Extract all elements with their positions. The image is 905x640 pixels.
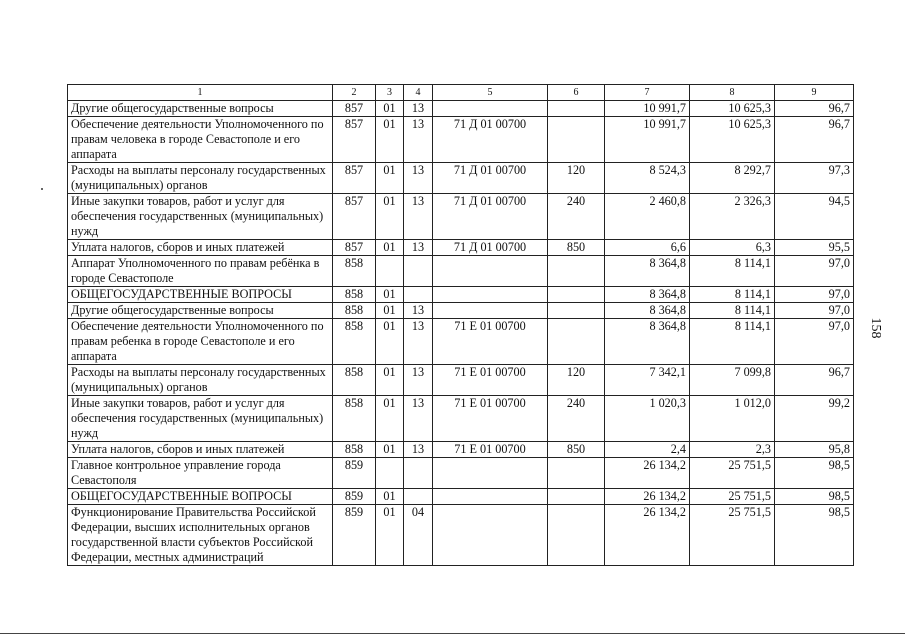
table-row — [68, 396, 854, 442]
cell-planned: 10 991,7 — [605, 101, 690, 117]
cell-percent: 97,3 — [775, 163, 854, 194]
cell-executed: 1 012,0 — [690, 396, 775, 442]
cell-expense-type: 240 — [548, 396, 605, 442]
table-row — [68, 365, 854, 396]
table-row — [68, 489, 854, 505]
cell-section: 01 — [376, 240, 404, 256]
cell-section: 01 — [376, 194, 404, 240]
cell-ministry-code: 858 — [333, 287, 376, 303]
cell-planned: 2,4 — [605, 442, 690, 458]
cell-name: Функционирование Правительства Российской Федерации, высших исполнительных органов государственной власти субъектов Российской Федерации, местных администраций — [68, 505, 333, 566]
cell-section: 01 — [376, 365, 404, 396]
cell-name: Уплата налогов, сборов и иных платежей — [68, 240, 333, 256]
cell-percent: 96,7 — [775, 365, 854, 396]
cell-name: Расходы на выплаты персоналу государственных (муниципальных) органов — [68, 365, 333, 396]
cell-section: 01 — [376, 163, 404, 194]
cell-target-article: 71 Д 01 00700 — [433, 117, 548, 163]
cell-executed: 10 625,3 — [690, 117, 775, 163]
table-row — [68, 319, 854, 365]
cell-ministry-code: 859 — [333, 505, 376, 566]
cell-expense-type: 120 — [548, 163, 605, 194]
table-row — [68, 101, 854, 117]
cell-planned: 8 364,8 — [605, 319, 690, 365]
cell-expense-type — [548, 117, 605, 163]
cell-subsection: 13 — [404, 240, 433, 256]
cell-executed: 10 625,3 — [690, 101, 775, 117]
cell-percent: 97,0 — [775, 319, 854, 365]
cell-percent: 97,0 — [775, 256, 854, 287]
cell-executed: 8 114,1 — [690, 256, 775, 287]
cell-executed: 8 292,7 — [690, 163, 775, 194]
cell-planned: 10 991,7 — [605, 117, 690, 163]
cell-target-article — [433, 489, 548, 505]
cell-planned: 8 364,8 — [605, 303, 690, 319]
cell-ministry-code: 858 — [333, 396, 376, 442]
table-row — [68, 256, 854, 287]
header-cell: 7 — [605, 85, 690, 101]
cell-section — [376, 256, 404, 287]
cell-percent: 96,7 — [775, 117, 854, 163]
header-cell: 4 — [404, 85, 433, 101]
cell-planned: 2 460,8 — [605, 194, 690, 240]
cell-section: 01 — [376, 101, 404, 117]
table-body — [68, 85, 854, 566]
cell-target-article: 71 Д 01 00700 — [433, 163, 548, 194]
scan-edge-line — [0, 633, 905, 634]
cell-planned: 8 524,3 — [605, 163, 690, 194]
cell-subsection: 13 — [404, 194, 433, 240]
cell-ministry-code: 858 — [333, 319, 376, 365]
cell-section: 01 — [376, 117, 404, 163]
cell-name: Другие общегосударственные вопросы — [68, 101, 333, 117]
cell-ministry-code: 857 — [333, 194, 376, 240]
cell-subsection: 13 — [404, 163, 433, 194]
cell-percent: 96,7 — [775, 101, 854, 117]
cell-percent: 98,5 — [775, 505, 854, 566]
cell-subsection: 04 — [404, 505, 433, 566]
cell-name: Иные закупки товаров, работ и услуг для обеспечения государственных (муниципальных) нужд — [68, 396, 333, 442]
cell-ministry-code: 857 — [333, 101, 376, 117]
header-cell: 6 — [548, 85, 605, 101]
page-number: 158 — [868, 317, 883, 339]
cell-section: 01 — [376, 505, 404, 566]
cell-target-article: 71 Е 01 00700 — [433, 319, 548, 365]
cell-expense-type: 850 — [548, 240, 605, 256]
cell-percent: 95,5 — [775, 240, 854, 256]
cell-planned: 1 020,3 — [605, 396, 690, 442]
cell-subsection — [404, 287, 433, 303]
table-row — [68, 240, 854, 256]
cell-planned: 26 134,2 — [605, 458, 690, 489]
cell-ministry-code: 858 — [333, 442, 376, 458]
cell-ministry-code: 859 — [333, 458, 376, 489]
cell-subsection: 13 — [404, 117, 433, 163]
cell-executed: 7 099,8 — [690, 365, 775, 396]
cell-executed: 6,3 — [690, 240, 775, 256]
header-cell: 1 — [68, 85, 333, 101]
cell-percent: 94,5 — [775, 194, 854, 240]
cell-executed: 2 326,3 — [690, 194, 775, 240]
cell-name: Другие общегосударственные вопросы — [68, 303, 333, 319]
cell-name: Иные закупки товаров, работ и услуг для обеспечения государственных (муниципальных) нужд — [68, 194, 333, 240]
header-cell: 8 — [690, 85, 775, 101]
cell-ministry-code: 858 — [333, 303, 376, 319]
cell-ministry-code: 857 — [333, 117, 376, 163]
cell-expense-type — [548, 101, 605, 117]
cell-ministry-code: 857 — [333, 240, 376, 256]
cell-target-article — [433, 101, 548, 117]
cell-subsection — [404, 489, 433, 505]
cell-expense-type — [548, 303, 605, 319]
cell-subsection: 13 — [404, 365, 433, 396]
cell-planned: 7 342,1 — [605, 365, 690, 396]
cell-expense-type — [548, 319, 605, 365]
cell-target-article — [433, 256, 548, 287]
cell-executed: 25 751,5 — [690, 458, 775, 489]
cell-name: Обеспечение деятельности Уполномоченного по правам человека в городе Севастополе и его аппарата — [68, 117, 333, 163]
cell-ministry-code: 859 — [333, 489, 376, 505]
cell-name: ОБЩЕГОСУДАРСТВЕННЫЕ ВОПРОСЫ — [68, 287, 333, 303]
cell-target-article — [433, 458, 548, 489]
cell-ministry-code: 858 — [333, 256, 376, 287]
cell-name: Расходы на выплаты персоналу государственных (муниципальных) органов — [68, 163, 333, 194]
table-row — [68, 458, 854, 489]
cell-target-article — [433, 505, 548, 566]
cell-executed: 2,3 — [690, 442, 775, 458]
table-row — [68, 194, 854, 240]
cell-section: 01 — [376, 489, 404, 505]
scan-speck — [41, 188, 43, 190]
cell-subsection: 13 — [404, 303, 433, 319]
cell-subsection — [404, 256, 433, 287]
cell-planned: 26 134,2 — [605, 505, 690, 566]
cell-target-article: 71 Е 01 00700 — [433, 365, 548, 396]
cell-executed: 8 114,1 — [690, 303, 775, 319]
cell-planned: 26 134,2 — [605, 489, 690, 505]
header-cell: 9 — [775, 85, 854, 101]
cell-planned: 8 364,8 — [605, 256, 690, 287]
cell-expense-type — [548, 489, 605, 505]
cell-target-article: 71 Е 01 00700 — [433, 442, 548, 458]
cell-target-article: 71 Д 01 00700 — [433, 194, 548, 240]
cell-expense-type — [548, 505, 605, 566]
cell-subsection — [404, 458, 433, 489]
cell-expense-type: 120 — [548, 365, 605, 396]
cell-target-article: 71 Е 01 00700 — [433, 396, 548, 442]
cell-expense-type — [548, 287, 605, 303]
table-row — [68, 442, 854, 458]
cell-planned: 8 364,8 — [605, 287, 690, 303]
cell-section — [376, 458, 404, 489]
cell-expense-type: 850 — [548, 442, 605, 458]
header-cell: 2 — [333, 85, 376, 101]
cell-planned: 6,6 — [605, 240, 690, 256]
cell-target-article: 71 Д 01 00700 — [433, 240, 548, 256]
cell-ministry-code: 857 — [333, 163, 376, 194]
cell-section: 01 — [376, 442, 404, 458]
cell-name: Обеспечение деятельности Уполномоченного по правам ребенка в городе Севастополе и его аппарата — [68, 319, 333, 365]
table-row — [68, 303, 854, 319]
cell-name: Аппарат Уполномоченного по правам ребёнка в городе Севастополе — [68, 256, 333, 287]
cell-target-article — [433, 303, 548, 319]
header-cell: 3 — [376, 85, 404, 101]
cell-executed: 25 751,5 — [690, 505, 775, 566]
table-row — [68, 163, 854, 194]
cell-executed: 8 114,1 — [690, 287, 775, 303]
cell-subsection: 13 — [404, 319, 433, 365]
cell-section: 01 — [376, 303, 404, 319]
cell-ministry-code: 858 — [333, 365, 376, 396]
cell-name: ОБЩЕГОСУДАРСТВЕННЫЕ ВОПРОСЫ — [68, 489, 333, 505]
budget-table — [67, 84, 854, 566]
cell-section: 01 — [376, 319, 404, 365]
cell-subsection: 13 — [404, 396, 433, 442]
table-row — [68, 287, 854, 303]
header-cell: 5 — [433, 85, 548, 101]
table-header-row — [68, 85, 854, 101]
cell-subsection: 13 — [404, 442, 433, 458]
cell-target-article — [433, 287, 548, 303]
cell-percent: 97,0 — [775, 287, 854, 303]
cell-executed: 8 114,1 — [690, 319, 775, 365]
cell-percent: 98,5 — [775, 489, 854, 505]
table-row — [68, 505, 854, 566]
cell-section: 01 — [376, 287, 404, 303]
cell-percent: 97,0 — [775, 303, 854, 319]
cell-percent: 95,8 — [775, 442, 854, 458]
cell-subsection: 13 — [404, 101, 433, 117]
cell-expense-type — [548, 256, 605, 287]
cell-percent: 99,2 — [775, 396, 854, 442]
table-row — [68, 117, 854, 163]
cell-expense-type — [548, 458, 605, 489]
cell-name: Уплата налогов, сборов и иных платежей — [68, 442, 333, 458]
cell-executed: 25 751,5 — [690, 489, 775, 505]
cell-percent: 98,5 — [775, 458, 854, 489]
cell-section: 01 — [376, 396, 404, 442]
cell-name: Главное контрольное управление города Севастополя — [68, 458, 333, 489]
cell-expense-type: 240 — [548, 194, 605, 240]
